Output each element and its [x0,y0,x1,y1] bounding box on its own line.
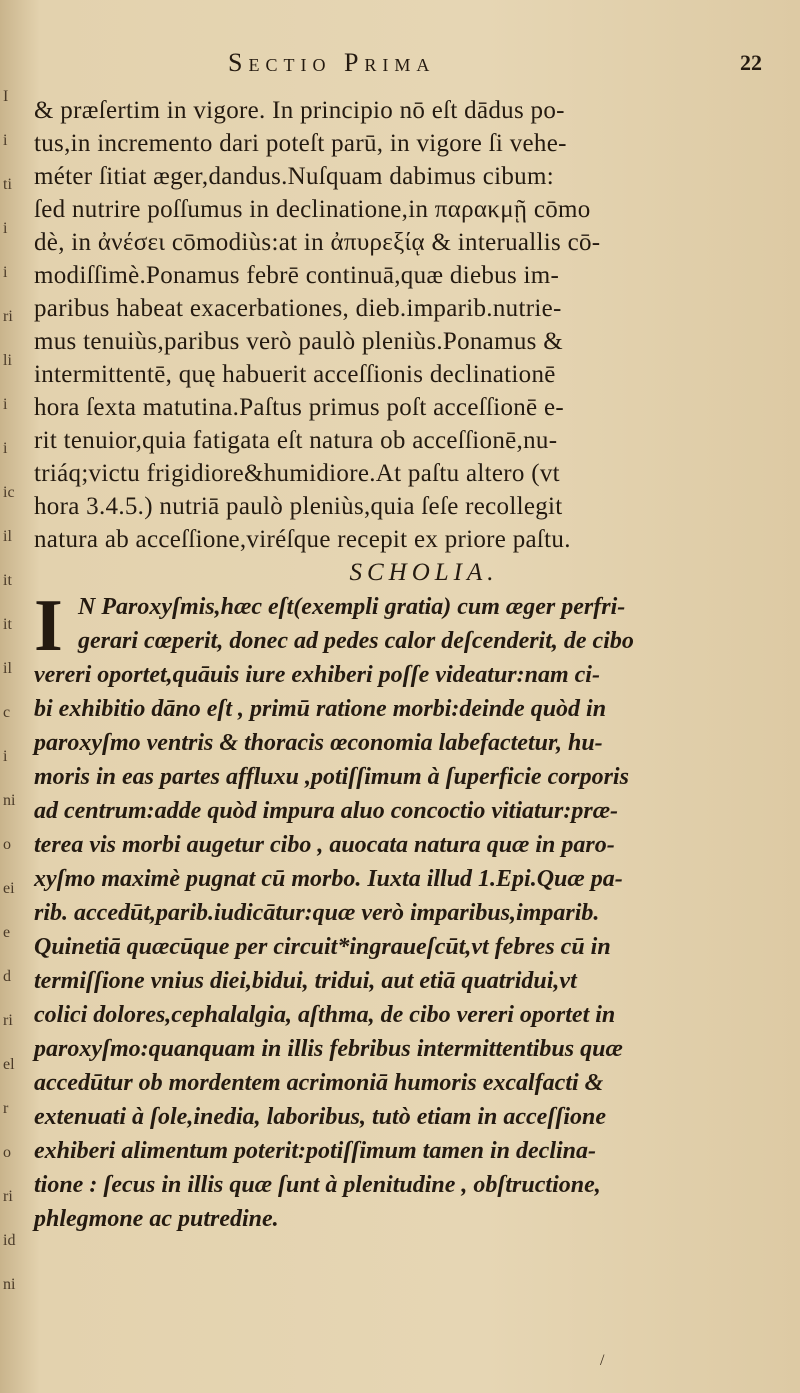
scholia-block [34,585,774,1236]
margin-letter: o [3,1144,11,1161]
margin-letter: ti [3,176,12,193]
margin-letter: r [3,1100,9,1117]
text-line: hora 3.4.5.) nutriā paulò pleniùs,quia ſeſe recollegit [34,493,563,520]
page-number: 22 [740,50,762,75]
margin-letter: it [3,572,12,589]
margin-letter: il [3,660,12,677]
text-line: natura ab acceſſione,viréſque recepit ex priore paſtu. [34,526,571,553]
scholia-line: N Paroxyſmis,hæc eſt(exempli gratia) cum æger perfri- [78,594,626,620]
text-line: tus,in incremento dari poteſt parū, in vigore ſi vehe- [34,130,567,157]
scholia-line: tione : ſecus in illis quæ ſunt à plenitudine , obſtructione, [34,1172,601,1198]
margin-letter: i [3,264,8,281]
margin-letter: e [3,924,11,941]
margin-letter: it [3,616,12,633]
margin-letter: i [3,220,8,237]
text-line: dè, in ἀνέσει cōmodiùs:at in ἀπυρεξίᾳ & interuallis cō- [34,229,601,256]
margin-letter: ni [3,792,16,809]
text-line: hora ſexta matutina.Paſtus primus poſt acceſſionē e- [34,394,565,421]
scholia-line: termiſſione vnius diei,bidui, tridui, aut etiā quatridui,vt [34,968,577,994]
margin-letter: ic [3,484,15,501]
scholia-line: phlegmone ac putredine. [34,1206,279,1232]
main-text [34,94,774,1236]
scholia-line: paroxyſmo ventris & thoracis œconomia labefactetur, hu- [34,730,603,756]
text-line: rit tenuior,quia fatigata eſt natura ob acceſſionē,nu- [34,427,558,454]
scholia-line: bi exhibitio dāno eſt , primū ratione morbi:deinde quòd in [34,696,607,722]
margin-letter: el [3,1056,15,1073]
text-line: & præſertim in vigore. In principio nō eſt dādus po- [34,97,565,124]
text-line: mus tenuiùs,paribus verò paulò pleniùs.Ponamus & [34,328,563,355]
margin-letter: li [3,352,12,369]
section-title: SCHOLIA. [349,559,499,586]
margin-letter: ri [3,1012,13,1029]
bottom-mark: / [600,1352,605,1369]
margin-letter: ri [3,308,13,325]
margin-letter: i [3,748,8,765]
margin-letter: i [3,440,8,457]
scholia-line: gerari cœperit, donec ad pedes calor deſcenderit, de cibo [78,628,634,654]
scholia-line: Quinetiā quæcūque per circuit*ingraueſcūt,vt febres cū in [34,934,611,960]
scholia-line: moris in eas partes affluxu ,potiſſimum à ſuperficie corporis [34,764,629,790]
margin-letter: il [3,528,12,545]
margin-letter: d [3,968,11,985]
scholia-line: colici dolores,cephalalgia, aſthma, de cibo vereri oportet in [34,1002,616,1028]
text-line: méter ſitiat æger,dandus.Nuſquam dabimus cibum: [34,163,554,190]
margin-letter: c [3,704,11,721]
drop-cap: I [34,585,63,667]
margin-letter: i [3,396,8,413]
scholia-line: exhiberi alimentum poterit:potiſſimum tamen in declina- [34,1138,597,1164]
scholia-line: accedūtur ob mordentem acrimoniā humoris excalfacti & [34,1070,604,1096]
scholia-line: rib. accedūt,parib.iudicātur:quæ verò imparibus,imparib. [34,900,600,926]
margin-letter: o [3,836,11,853]
left-margin-bleed [0,0,18,1393]
text-line: ſed nutrire poſſumus in declinatione,in παρακμῇ cōmo [34,196,591,223]
scholia-line: xyſmo maximè pugnat cū morbo. Iuxta illud 1.Epi.Quæ pa- [34,866,623,892]
text-line: intermittentē, quę habuerit acceſſionis declinationē [34,361,556,388]
margin-letter: i [3,132,8,149]
scholia-line: ad centrum:adde quòd impura aluo concoctio vitiatur:præ- [34,798,619,824]
margin-letter: ni [3,1276,16,1293]
margin-letter: I [3,88,9,105]
text-line: paribus habeat exacerbationes, dieb.imparib.nutrie- [34,295,562,322]
text-line: triáq;victu frigidiore&humidiore.At paſtu altero (vt [34,460,560,487]
scholia-line: vereri oportet,quāuis iure exhiberi poſſe videatur:nam ci- [34,662,600,688]
scholia-line: paroxyſmo:quanquam in illis febribus intermittentibus quæ [34,1036,623,1062]
margin-letter: id [3,1232,16,1249]
margin-letter: ei [3,880,15,897]
text-line: modiſſimè.Ponamus febrē continuā,quæ diebus im- [34,262,560,289]
running-head: Sectio Prima [228,48,436,77]
page-header [0,48,800,88]
margin-letter: ri [3,1188,13,1205]
scholia-line: extenuati à ſole,inedia, laboribus, tutò etiam in acceſſione [34,1104,606,1130]
scholia-line: terea vis morbi augetur cibo , auocata natura quæ in paro- [34,832,615,858]
